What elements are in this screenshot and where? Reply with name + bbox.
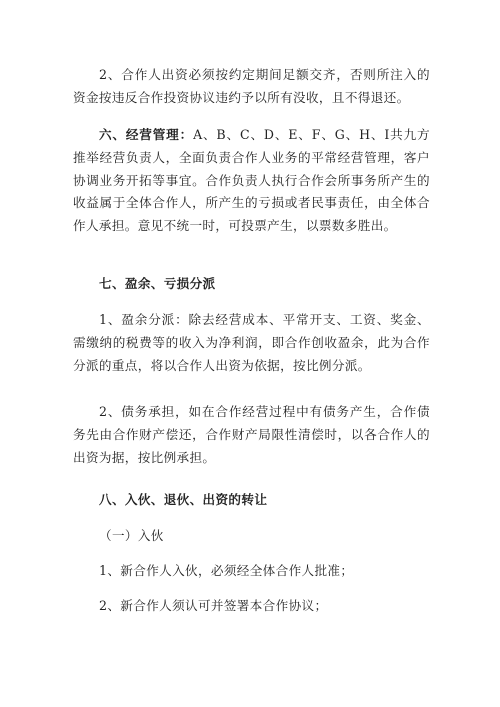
- paragraph-text: 1、新合作人入伙，必须经全体合作人批准；: [99, 563, 354, 578]
- subsection-admission-heading: [73, 525, 430, 548]
- paragraph-admission-approval: [73, 560, 430, 583]
- paragraph-surplus-distribution: [73, 309, 430, 377]
- section-six-heading: 六、经营管理：: [99, 127, 194, 142]
- paragraph-debt-bearing: [73, 401, 430, 469]
- paragraph-text: 2、合作人出资必须按约定期间足额交齐，否则所注入的资金按违反合作投资协议违约予以所有没收，且不得退还。: [73, 67, 430, 105]
- paragraph-admission-agreement: [73, 595, 430, 618]
- section-eight-heading: [73, 489, 430, 512]
- paragraph-text: A、B、C、D、E、F、G、H、I共九方推举经营负责人，全面负责合作人业务的平常经营管理，客户协调业务开拓等事宜。合作负责人执行合作会所事务所产生的收益属于全体合作人，所产生的亏损或者民事责任，由全体合作人承担。意见不统一时，可投票产生，以票数多胜出。: [73, 127, 430, 234]
- paragraph-text: 1、盈余分派：除去经营成本、平常开支、工资、奖金、需缴纳的税费等的收入为净利润，即合作创收盈余，此为合作分派的重点，将以合作人出资为依据，按比例分派。: [73, 312, 430, 373]
- heading-text: 八、入伙、退伙、出资的转让: [99, 492, 268, 507]
- paragraph-text: 2、债务承担，如在合作经营过程中有债务产生，合作债务先由合作财产偿还，合作财产局限性清偿时，以各合作人的出资为据，按比例承担。: [73, 404, 430, 465]
- paragraph-contribution-deadline: [73, 64, 430, 110]
- section-six-management: [73, 124, 430, 238]
- paragraph-text: 2、新合作人须认可并签署本合作协议；: [99, 598, 328, 613]
- section-seven-heading: [73, 273, 430, 296]
- heading-text: （一）入伙: [99, 528, 164, 543]
- heading-text: 七、盈余、亏损分派: [99, 276, 216, 291]
